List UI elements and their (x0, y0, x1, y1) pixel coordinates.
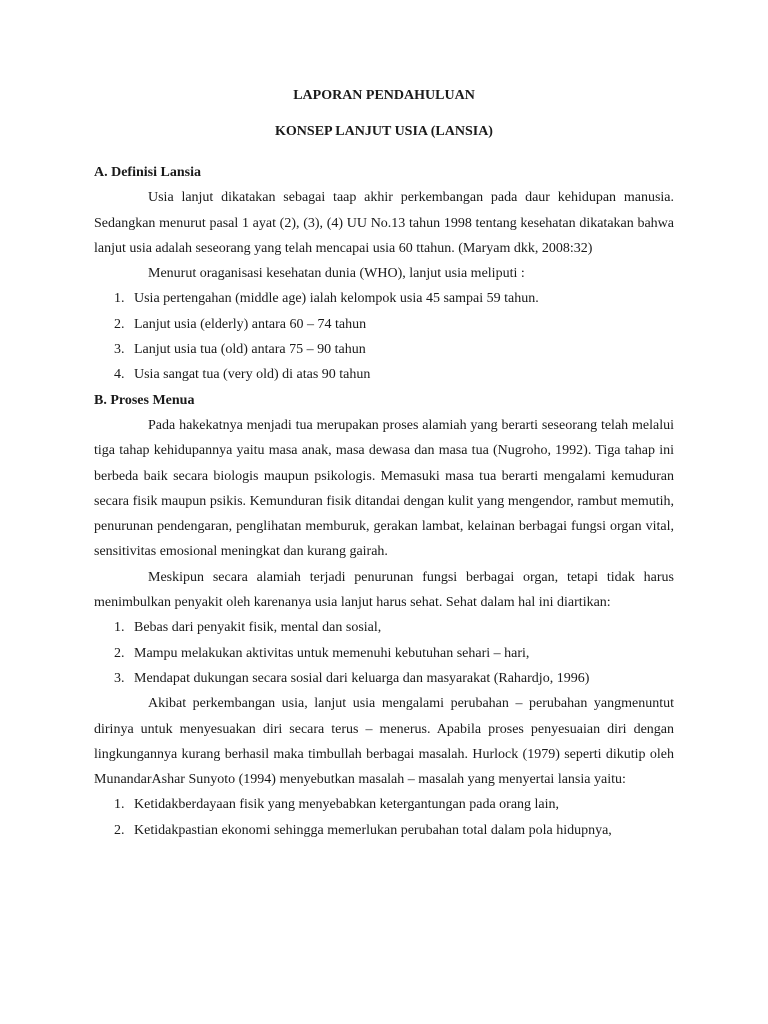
list-number: 1. (114, 620, 125, 636)
list-number: 2. (114, 316, 125, 332)
list-text: Mampu melakukan aktivitas untuk memenuhi kebutuhan sehari – hari, (134, 645, 530, 661)
list-item (94, 615, 674, 640)
document-title: LAPORAN PENDAHULUAN (293, 88, 475, 103)
list-number: 1. (114, 797, 125, 813)
list-item (94, 362, 674, 387)
list-item (94, 312, 674, 337)
document-body (94, 160, 674, 843)
list-item (94, 666, 674, 691)
list-text: Lanjut usia (elderly) antara 60 – 74 tahun (134, 316, 367, 332)
healthy-criteria-list (94, 615, 674, 691)
list-text: Bebas dari penyakit fisik, mental dan sosial, (134, 620, 382, 636)
section-b-paragraph-1: Pada hakekatnya menjadi tua merupakan proses alamiah yang berarti seseorang telah melalui tiga tahap kehidupannya yaitu masa anak, masa dewasa dan masa tua (Nugroho, 1992). Tiga tahap ini berbeda baik secara biologis maupun psikologis. Memasuki masa tua berarti mengalami kemuduran secara fisik maupun psikis. Kemunduran fisik ditandai dengan kulit yang mengendor, rambut memutih, penurunan pendengaran, penglihatan memburuk, gerakan lambat, kelainan berbagai fungsi organ vital, sensitivitas emosional meningkat dan kurang gairah. (94, 417, 674, 560)
list-item (94, 337, 674, 362)
section-b-heading: B. Proses Menua (94, 392, 195, 408)
list-number: 1. (114, 291, 125, 307)
section-a-paragraph-2: Menurut oraganisasi kesehatan dunia (WHO), lanjut usia meliputi : (148, 266, 525, 282)
section-b-paragraph-2: Meskipun secara alamiah terjadi penurunan fungsi berbagai organ, tetapi tidak harus menimbulkan penyakit oleh karenanya usia lanjut harus sehat. Sehat dalam hal ini diartikan: (94, 569, 674, 611)
list-number: 2. (114, 822, 125, 838)
list-number: 3. (114, 670, 125, 686)
list-text: Ketidakpastian ekonomi sehingga memerlukan perubahan total dalam pola hidupnya, (134, 822, 612, 838)
section-a-paragraph-1: Usia lanjut dikatakan sebagai taap akhir perkembangan pada daur kehidupan manusia. Sedangkan menurut pasal 1 ayat (2), (3), (4) UU No.13 tahun 1998 tentang kesehatan dikatakan bahwa lanjut usia adalah seseorang yang telah mencapai usia 60 ttahun. (Maryam dkk, 2008:32) (94, 190, 674, 256)
list-item (94, 792, 674, 817)
list-number: 4. (114, 367, 125, 383)
list-text: Usia sangat tua (very old) di atas 90 tahun (134, 367, 371, 383)
list-text: Ketidakberdayaan fisik yang menyebabkan ketergantungan pada orang lain, (134, 797, 560, 813)
list-text: Lanjut usia tua (old) antara 75 – 90 tahun (134, 342, 366, 358)
age-category-list (94, 286, 674, 387)
document-subtitle: KONSEP LANJUT USIA (LANSIA) (275, 124, 493, 139)
section-b-paragraph-3: Akibat perkembangan usia, lanjut usia mengalami perubahan – perubahan yangmenuntut dirinya untuk menyesuakan diri secara terus – menerus. Apabila proses penyesuaian diri dengan lingkungannya kurang berhasil maka timbullah berbagai masalah. Hurlock (1979) seperti dikutip oleh MunandarAshar Sunyoto (1994) menyebutkan masalah – masalah yang menyertai lansia yaitu: (94, 696, 674, 788)
list-text: Usia pertengahan (middle age) ialah kelompok usia 45 sampai 59 tahun. (134, 291, 539, 307)
list-number: 3. (114, 342, 125, 358)
elderly-problems-list (94, 792, 674, 843)
list-number: 2. (114, 645, 125, 661)
list-item (94, 641, 674, 666)
list-text: Mendapat dukungan secara sosial dari keluarga dan masyarakat (Rahardjo, 1996) (134, 670, 590, 686)
section-a-heading: A. Definisi Lansia (94, 165, 201, 180)
list-item (94, 286, 674, 311)
list-item (94, 818, 674, 843)
